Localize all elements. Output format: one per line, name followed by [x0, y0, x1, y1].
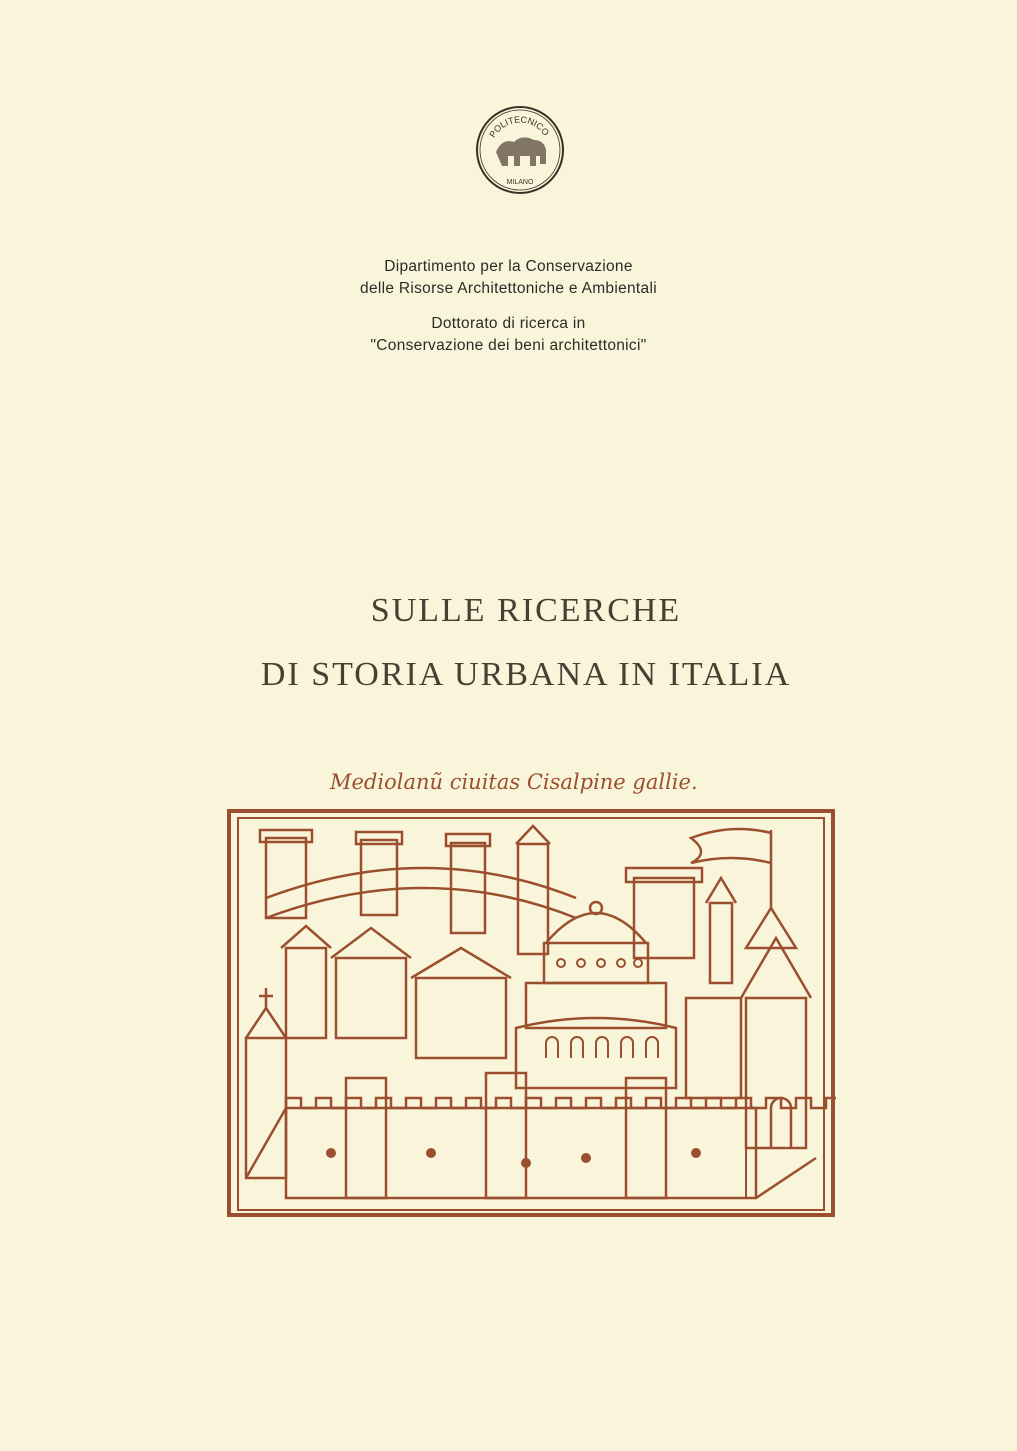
- politecnico-seal-logo: [474, 104, 566, 196]
- department-line-1: Dipartimento per la Conservazione: [384, 258, 633, 275]
- svg-text:MILANO: MILANO: [506, 179, 534, 186]
- title-line-1: SULLE RICERCHE: [370, 592, 682, 629]
- illustration-caption: Mediolanũ ciuitas Cisalpine gallie.: [330, 770, 698, 794]
- doctorate-line: Dottorato di ricerca in: [431, 315, 586, 332]
- department-block: [0, 256, 1017, 357]
- svg-text:POLITECNICO: POLITECNICO: [487, 114, 552, 140]
- department-line-2: delle Risorse Architettoniche e Ambientali: [360, 280, 657, 297]
- doctorate-program: "Conservazione dei beni architettonici": [370, 337, 647, 354]
- milan-woodcut-illustration: [226, 808, 836, 1218]
- title-line-2: DI STORIA URBANA IN ITALIA: [260, 656, 792, 693]
